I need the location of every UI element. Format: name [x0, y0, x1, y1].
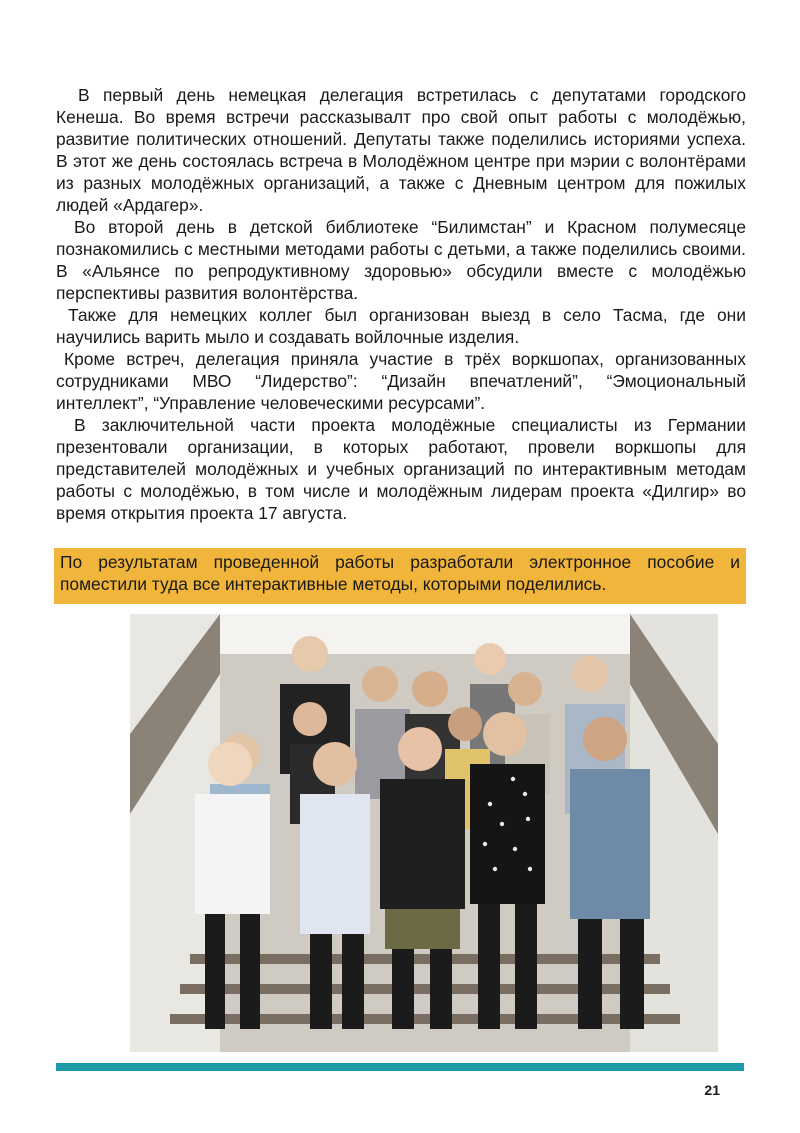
paragraph-tasma-trip: Также для немецких коллег был организован выезд в село Тасма, где они научились варить мыло и создавать войлочные изделия.: [56, 305, 746, 347]
paragraph-final-part: В заключительной части проекта молодёжные специалисты из Германии презентовали организации, в которых работают, провели воркшопы для представителей молодёжных и учебных организаций по интерактивным методам работы с молодёжью, в том числе и молодёжным лидерам проекта «Дилгир» во время открытия проекта 17 августа.: [56, 415, 746, 523]
paragraph-second-day: Во второй день в детской библиотеке “Билимстан” и Красном полумесяце познакомились с местными методами работы с детьми, а также поделились своими. В «Альянсе по репродуктивному здоровью» обсудили вместе с молодёжью перспективы развития волонтёрства.: [56, 217, 746, 303]
highlight-callout: По результатам проведенной работы разработали электронное пособие и поместили туда все интерактивные методы, которыми поделились.: [54, 548, 746, 604]
group-photo-illustration: [130, 614, 718, 1052]
page-number: 21: [704, 1082, 720, 1098]
paragraph-first-day: В первый день немецкая делегация встретилась с депутатами городского Кенеша. Во время встречи рассказывалт про свой опыт работы с молодёжью, развитие политических отношений. Депутаты также поделились историями успеха. В этот же день состоялась встреча в Молодёжном центре при мэрии с волонтёрами из разных молодёжных организаций, а также с Дневным центром для пожилых людей «Ардагер».: [56, 85, 746, 215]
group-photo: [130, 614, 718, 1052]
paragraph-workshops: Кроме встреч, делегация приняла участие в трёх воркшопах, организованных сотрудниками МВО “Лидерство”: “Дизайн впечатлений”, “Эмоциональный интеллект”, “Управление человеческими ресурсами”.: [56, 349, 746, 413]
body-text: [56, 84, 746, 524]
footer-rule: [56, 1063, 744, 1071]
